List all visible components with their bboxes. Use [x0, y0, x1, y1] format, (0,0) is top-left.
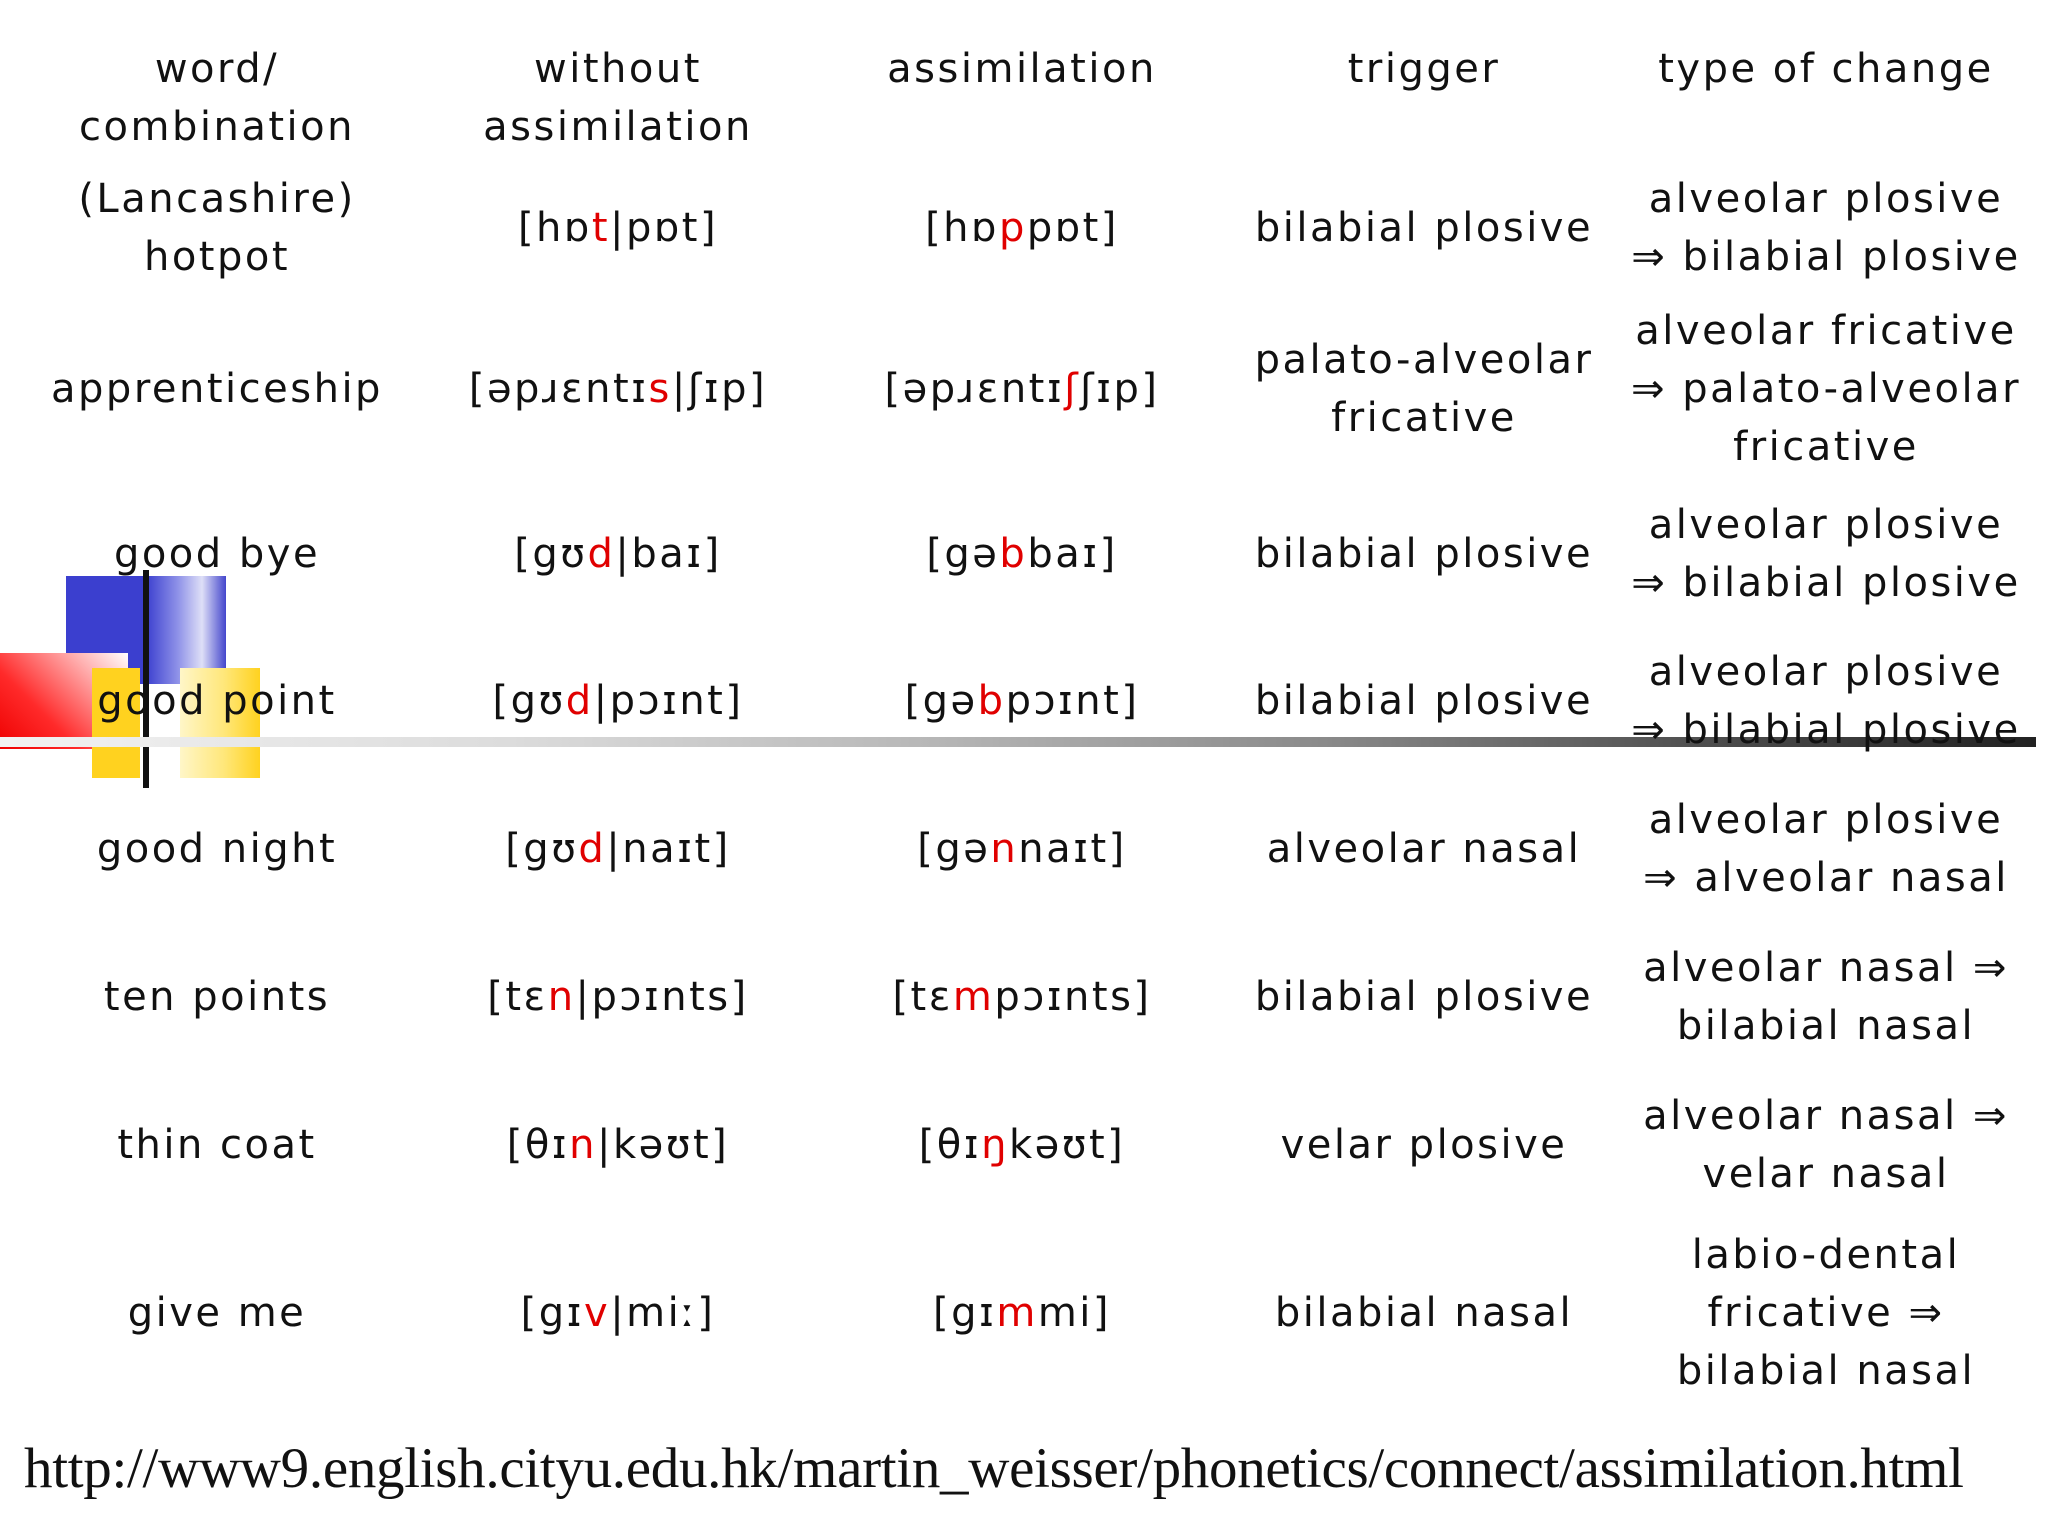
table-row [0, 1226, 2048, 1400]
without-assimilation-cell: [gʊd|naɪt] [505, 826, 731, 872]
table-row [0, 170, 2048, 286]
change-cell: alveolar plosive ⇒ bilabial plosive [1631, 649, 2021, 753]
word-cell: good night [96, 826, 338, 872]
without-assimilation-cell: [tɛn|pɔɪnts] [487, 974, 749, 1020]
change-cell: alveolar nasal ⇒ velar nasal [1643, 1093, 2009, 1197]
assimilation-cell: [əpɹɛntɪʃʃɪp] [884, 366, 1160, 412]
change-cell: alveolar plosive ⇒ bilabial plosive [1631, 502, 2021, 606]
word-cell: ten points [103, 974, 331, 1020]
assimilation-cell: [θɪŋkəʊt] [918, 1122, 1126, 1168]
assimilation-cell: [hɒppɒt] [925, 205, 1119, 251]
trigger-cell: bilabial nasal [1274, 1290, 1574, 1336]
table-row [0, 642, 2048, 760]
assimilated-sound: m [996, 1290, 1038, 1336]
trigger-cell: palato-alveolar fricative [1254, 337, 1594, 441]
assimilated-sound: m [952, 974, 995, 1020]
header-assimilation: assimilation [887, 46, 1157, 92]
without-assimilation-cell: [gʊd|baɪ] [514, 531, 722, 577]
table-row [0, 302, 2048, 476]
changed-sound: d [578, 826, 607, 872]
header-type-of-change: type of change [1658, 46, 1994, 92]
assimilation-cell: [gɪmmi] [932, 1290, 1111, 1336]
word-cell: give me [127, 1290, 307, 1336]
assimilated-sound: ʃ [1064, 366, 1081, 412]
changed-sound: d [565, 678, 594, 724]
trigger-cell: velar plosive [1280, 1122, 1568, 1168]
table-row [0, 790, 2048, 908]
table-row [0, 1086, 2048, 1204]
trigger-cell: alveolar nasal [1266, 826, 1582, 872]
assimilated-sound: p [998, 205, 1027, 251]
without-assimilation-cell: [gʊd|pɔɪnt] [492, 678, 744, 724]
word-cell: good point [97, 678, 337, 724]
trigger-cell: bilabial plosive [1254, 678, 1594, 724]
trigger-cell: bilabial plosive [1254, 205, 1594, 251]
source-url: http://www9.english.cityu.edu.hk/martin_weisser/phonetics/connect/assimilation.html [24, 1437, 1964, 1500]
assimilation-cell: [gənnaɪt] [917, 826, 1127, 872]
header-word-combination: word/ combination [79, 46, 355, 150]
change-cell: alveolar plosive ⇒ alveolar nasal [1643, 797, 2009, 901]
assimilation-cell: [gəbbaɪ] [926, 531, 1118, 577]
assimilation-cell: [gəbpɔɪnt] [904, 678, 1140, 724]
changed-sound: n [547, 974, 576, 1020]
changed-sound: d [587, 531, 616, 577]
table-row [0, 938, 2048, 1056]
word-cell: apprenticeship [51, 366, 383, 412]
assimilated-sound: n [990, 826, 1019, 872]
table-row [0, 495, 2048, 613]
without-assimilation-cell: [hɒt|pɒt] [517, 205, 719, 251]
header-without-assimilation: without assimilation [483, 46, 753, 150]
change-cell: alveolar fricative ⇒ palato-alveolar fricative [1630, 308, 2022, 470]
without-assimilation-cell: [gɪv|miː] [520, 1290, 716, 1336]
changed-sound: s [648, 366, 672, 412]
word-cell: good bye [113, 531, 321, 577]
trigger-cell: bilabial plosive [1254, 974, 1594, 1020]
changed-sound: v [584, 1290, 611, 1336]
table-header-row [0, 40, 2048, 160]
changed-sound: n [569, 1122, 598, 1168]
change-cell: alveolar nasal ⇒ bilabial nasal [1643, 945, 2009, 1049]
assimilated-sound: b [999, 531, 1028, 577]
without-assimilation-cell: [θɪn|kəʊt] [506, 1122, 730, 1168]
assimilated-sound: b [977, 678, 1006, 724]
word-cell: (Lancashire) hotpot [78, 176, 356, 280]
change-cell: labio-dental fricative ⇒ bilabial nasal [1676, 1232, 1976, 1394]
word-cell: thin coat [117, 1122, 317, 1168]
assimilated-sound: ŋ [981, 1122, 1010, 1168]
trigger-cell: bilabial plosive [1254, 531, 1594, 577]
assimilation-cell: [tɛmpɔɪnts] [892, 974, 1152, 1020]
header-trigger: trigger [1347, 46, 1501, 92]
changed-sound: t [591, 205, 610, 251]
without-assimilation-cell: [əpɹɛntɪs|ʃɪp] [468, 366, 768, 412]
change-cell: alveolar plosive ⇒ bilabial plosive [1631, 176, 2021, 280]
